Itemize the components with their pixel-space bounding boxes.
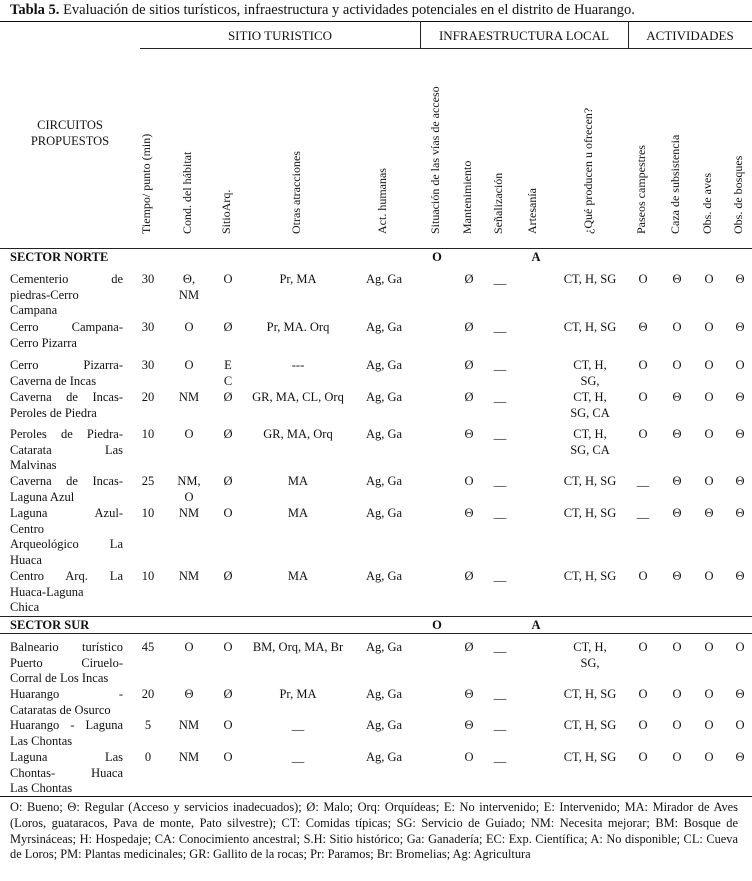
circuit-name-line: Huarango - Laguna xyxy=(10,718,123,732)
cell-caza: Θ xyxy=(672,390,682,404)
cell-caza: O xyxy=(672,718,682,732)
cell-mant: Ø xyxy=(464,390,474,404)
cell-bos: Θ xyxy=(735,427,745,441)
circuit-name xyxy=(10,358,123,389)
cell-pas: O xyxy=(638,390,648,404)
cell-act: Ag, Ga xyxy=(365,427,403,441)
cell-hab-line: NM xyxy=(178,287,200,302)
cell-arq: O xyxy=(223,640,233,654)
cell-caza: O xyxy=(672,640,682,654)
cell-prod-line: CT, H, SG xyxy=(563,750,617,764)
circuit-name-line: Corral de Los Incas xyxy=(10,671,109,685)
cell-hab xyxy=(169,718,209,734)
table-label: Tabla 5. xyxy=(10,2,60,18)
cell-aves: O xyxy=(704,474,714,488)
circuit-name xyxy=(10,427,123,474)
cell-hab xyxy=(169,272,209,303)
cell-t: 25 xyxy=(141,474,155,488)
circuit-name-line: Cerro Pizarra- xyxy=(10,358,123,372)
cell-act: Ag, Ga xyxy=(365,272,403,286)
sector-mark: A xyxy=(531,250,541,264)
cell-aves: O xyxy=(704,687,714,701)
cell-hab xyxy=(169,358,209,374)
cell-prod xyxy=(555,427,625,458)
cell-prod xyxy=(555,390,625,421)
cell-sen: __ xyxy=(493,427,507,441)
cell-hab xyxy=(169,569,209,585)
circuit-name-line: Caverna de Incas- xyxy=(10,390,123,404)
cell-prod xyxy=(555,320,625,336)
cell-pas: __ xyxy=(636,474,650,488)
circuit-name-line: piedras-Cerro xyxy=(10,287,79,302)
cell-otras: MA xyxy=(287,569,309,583)
cell-hab xyxy=(169,390,209,406)
cell-arq: O xyxy=(223,272,233,286)
cell-arq: Ø xyxy=(223,569,233,583)
cell-caza: Θ xyxy=(672,474,682,488)
cell-act: Ag, Ga xyxy=(365,390,403,404)
cell-prod-line: SG, xyxy=(580,655,600,670)
cell-t: 30 xyxy=(141,358,155,372)
cell-hab-line: NM xyxy=(178,569,200,583)
cell-bos: Θ xyxy=(735,506,745,520)
column-header-label: Tiempo/ punto (min) xyxy=(139,133,153,234)
table-caption xyxy=(10,2,635,19)
cell-otras: MA xyxy=(287,506,309,520)
cell-pas: O xyxy=(638,358,648,372)
cell-hab-line: O xyxy=(184,320,194,334)
column-header-label: Artesanía xyxy=(525,188,539,234)
circuit-name-line: Caverna de Incas- xyxy=(10,474,123,488)
cell-caza: O xyxy=(672,358,682,372)
cell-prod xyxy=(555,718,625,734)
cell-arq: Ø xyxy=(223,687,233,701)
circuit-name-line: Peroles de Piedra xyxy=(10,405,97,420)
cell-pas: O xyxy=(638,427,648,441)
cell-bos: O xyxy=(735,718,745,732)
circuit-name-line: Huaca-Laguna xyxy=(10,584,84,599)
top-rule xyxy=(0,21,752,22)
cell-prod xyxy=(555,272,625,288)
circuit-name xyxy=(10,506,123,568)
cell-t: 45 xyxy=(141,640,155,654)
cell-caza: Θ xyxy=(672,272,682,286)
cell-otras: __ xyxy=(291,718,305,732)
cell-caza: O xyxy=(672,687,682,701)
circuit-name-line: Cementerio de xyxy=(10,272,123,286)
circuit-name xyxy=(10,474,123,505)
cell-pas: O xyxy=(638,687,648,701)
circuit-name-line: Las Chontas xyxy=(10,733,73,748)
cell-prod-line: CT, H, xyxy=(573,427,607,441)
circuit-name-line: Catarata Las xyxy=(10,442,123,457)
cell-hab xyxy=(169,506,209,522)
circuit-name xyxy=(10,569,123,616)
column-header-label: Mantenimiento xyxy=(460,160,474,234)
circuitos-header-line-2: PROPUESTOS xyxy=(30,134,110,148)
cell-sen: __ xyxy=(493,569,507,583)
cell-arq-line: E xyxy=(224,358,232,372)
cell-aves: O xyxy=(704,358,714,372)
cell-bos: Θ xyxy=(735,687,745,701)
cell-hab-line: NM xyxy=(178,750,200,764)
cell-hab xyxy=(169,750,209,766)
cell-arq: O xyxy=(223,750,233,764)
cell-sen: __ xyxy=(493,750,507,764)
cell-bos: O xyxy=(735,640,745,654)
cell-aves: O xyxy=(704,272,714,286)
circuit-name-line: Arqueológico La xyxy=(10,537,123,551)
circuit-name xyxy=(10,687,123,718)
circuit-name xyxy=(10,320,123,351)
cell-pas: O xyxy=(638,569,648,583)
cell-act: Ag, Ga xyxy=(365,750,403,764)
column-header-label: SitioArq. xyxy=(219,189,233,234)
circuit-name-line: Huarango - xyxy=(10,687,123,701)
cell-otras: Pr, MA xyxy=(279,687,317,701)
circuit-name-line: Laguna Azul- xyxy=(10,506,123,520)
cell-t: 0 xyxy=(144,750,152,764)
circuit-name-line: Caverna de Incas xyxy=(10,373,97,388)
cell-t: 10 xyxy=(141,506,155,520)
circuit-name-line: Chica xyxy=(10,600,40,614)
cell-act: Ag, Ga xyxy=(365,640,403,654)
cell-caza: O xyxy=(672,750,682,764)
cell-arq: Ø xyxy=(223,390,233,404)
cell-prod-line: CT, H, SG xyxy=(563,687,617,701)
cell-mant: O xyxy=(464,474,474,488)
circuit-name-line: Malvinas xyxy=(10,458,57,472)
cell-bos: Θ xyxy=(735,390,745,404)
cell-arq: O xyxy=(223,718,233,732)
cell-prod-line: SG, CA xyxy=(570,405,610,420)
cell-otras: MA xyxy=(287,474,309,488)
cell-prod-line: CT, H, SG xyxy=(563,320,617,334)
sector-sur-bottom-rule xyxy=(0,633,752,634)
circuit-name-line: Las Chontas xyxy=(10,781,73,795)
cell-hab-line: NM xyxy=(178,506,200,520)
cell-hab-line: NM, xyxy=(177,474,201,488)
cell-caza: Θ xyxy=(672,569,682,583)
circuit-name-line: Centro Arq. La xyxy=(10,569,123,583)
group-underline xyxy=(140,48,752,49)
cell-sen: __ xyxy=(493,358,507,372)
circuit-name-line: Laguna Azul xyxy=(10,489,75,504)
cell-caza: Θ xyxy=(672,506,682,520)
cell-bos: Θ xyxy=(735,320,745,334)
column-header-label: ¿Qué producen u ofrecen? xyxy=(581,107,595,234)
circuit-name xyxy=(10,640,123,687)
circuit-name-line: Cerro Campana- xyxy=(10,320,123,334)
cell-pas: O xyxy=(638,272,648,286)
cell-mant: Θ xyxy=(464,687,474,701)
cell-hab xyxy=(169,427,209,443)
cell-arq-line: C xyxy=(223,373,233,388)
cell-hab-line: O xyxy=(184,427,194,441)
cell-hab xyxy=(169,687,209,703)
cell-arq: Ø xyxy=(223,474,233,488)
column-header-label: Obs. de aves xyxy=(700,173,714,234)
cell-prod xyxy=(555,474,625,490)
cell-mant: Ø xyxy=(464,358,474,372)
sector-heading: SECTOR SUR xyxy=(10,618,90,632)
cell-sen: __ xyxy=(493,718,507,732)
cell-t: 20 xyxy=(141,390,155,404)
cell-t: 20 xyxy=(141,687,155,701)
cell-mant: Θ xyxy=(464,427,474,441)
cell-prod xyxy=(555,687,625,703)
cell-hab-line: Θ, xyxy=(182,272,196,286)
cell-sen: __ xyxy=(493,506,507,520)
cell-pas: __ xyxy=(636,506,650,520)
cell-prod xyxy=(555,640,625,671)
cell-t: 30 xyxy=(141,272,155,286)
sector-sur-top-rule xyxy=(0,616,752,617)
group-infraestructura: INFRAESTRUCTURA LOCAL xyxy=(438,28,610,43)
cell-bos: Θ xyxy=(735,750,745,764)
cell-otras: Pr, MA xyxy=(279,272,317,286)
cell-act: Ag, Ga xyxy=(365,358,403,372)
cell-mant: Ø xyxy=(464,569,474,583)
cell-arq: O xyxy=(223,506,233,520)
cell-sen: __ xyxy=(493,272,507,286)
cell-otras: BM, Orq, MA, Br xyxy=(252,640,344,654)
cell-arq xyxy=(218,358,238,389)
cell-mant: Ø xyxy=(464,320,474,334)
cell-t: 10 xyxy=(141,427,155,441)
cell-prod-line: CT, H, xyxy=(573,358,607,372)
cell-prod-line: SG, xyxy=(580,373,600,388)
cell-act: Ag, Ga xyxy=(365,474,403,488)
circuit-name-line: Huaca xyxy=(10,552,42,567)
cell-hab-line: Θ xyxy=(184,687,194,701)
cell-prod-line: CT, H, SG xyxy=(563,569,617,583)
cell-aves: O xyxy=(704,320,714,334)
cell-hab xyxy=(169,640,209,656)
circuit-name xyxy=(10,390,123,421)
cell-mant: Θ xyxy=(464,506,474,520)
cell-aves: O xyxy=(704,640,714,654)
cell-prod xyxy=(555,358,625,389)
cell-hab-line: O xyxy=(184,489,194,504)
cell-hab xyxy=(169,320,209,336)
cell-act: Ag, Ga xyxy=(365,718,403,732)
cell-aves: O xyxy=(704,718,714,732)
cell-hab xyxy=(169,474,209,505)
cell-prod-line: CT, H, SG xyxy=(563,718,617,732)
circuit-name xyxy=(10,272,123,319)
cell-mant: Θ xyxy=(464,718,474,732)
circuit-name xyxy=(10,718,123,749)
cell-prod-line: CT, H, xyxy=(573,640,607,654)
group-sitio-turistico: SITIO TURISTICO xyxy=(227,28,333,43)
cell-sen: __ xyxy=(493,640,507,654)
cell-sen: __ xyxy=(493,474,507,488)
cell-hab-line: NM xyxy=(178,390,200,404)
cell-pas: O xyxy=(638,640,648,654)
cell-hab-line: O xyxy=(184,640,194,654)
cell-sen: __ xyxy=(493,390,507,404)
cell-caza: Θ xyxy=(672,427,682,441)
cell-otras: GR, MA, Orq xyxy=(263,427,333,441)
cell-arq: Ø xyxy=(223,320,233,334)
circuit-name-line: Campana xyxy=(10,303,58,317)
column-header-label: Obs. de bosques xyxy=(731,155,745,234)
cell-aves: O xyxy=(704,750,714,764)
column-header-label: Situación de las vías de acceso xyxy=(428,86,442,234)
column-header-label: Act. humanas xyxy=(375,168,389,234)
circuit-name-line: Chontas- Huaca xyxy=(10,765,123,780)
cell-prod-line: CT, H, SG xyxy=(563,272,617,286)
cell-otras: __ xyxy=(291,750,305,764)
cell-otras: Pr, MA. Orq xyxy=(266,320,330,334)
cell-otras: GR, MA, CL, Orq xyxy=(252,390,344,404)
cell-sen: __ xyxy=(493,687,507,701)
cell-act: Ag, Ga xyxy=(365,506,403,520)
column-header-label: Caza de subsistencia xyxy=(668,134,682,234)
column-header-label: Otras atracciones xyxy=(289,151,303,234)
cell-prod-line: CT, H, SG xyxy=(563,506,617,520)
cell-aves: Θ xyxy=(704,506,714,520)
cell-bos: Θ xyxy=(735,474,745,488)
cell-mant: O xyxy=(464,750,474,764)
cell-hab-line: NM xyxy=(178,718,200,732)
cell-act: Ag, Ga xyxy=(365,687,403,701)
cell-aves: O xyxy=(704,390,714,404)
column-header-label: Paseos campestres xyxy=(634,145,648,234)
circuit-name-line: Laguna Las xyxy=(10,750,123,764)
cell-t: 10 xyxy=(141,569,155,583)
cell-bos: O xyxy=(735,358,745,372)
circuit-name xyxy=(10,750,123,797)
circuit-name-line: Balneario turístico xyxy=(10,640,123,654)
cell-sen: __ xyxy=(493,320,507,334)
cell-aves: O xyxy=(704,569,714,583)
circuit-name-line: Cataratas de Osurco xyxy=(10,702,111,717)
cell-caza: O xyxy=(672,320,682,334)
column-header-label: Señalización xyxy=(491,172,505,234)
cell-aves: O xyxy=(704,427,714,441)
circuitos-header xyxy=(0,117,140,149)
circuit-name-line: Cerro Pizarra xyxy=(10,335,77,350)
column-header-label: Cond. del hábitat xyxy=(180,151,194,234)
cell-hab-line: O xyxy=(184,358,194,372)
cell-bos: Θ xyxy=(735,272,745,286)
cell-bos: Θ xyxy=(735,569,745,583)
table-title: Evaluación de sitios turísticos, infraestructura y actividades potenciales en el distrito de Huarango. xyxy=(63,2,635,18)
circuitos-header-line-1: CIRCUITOS xyxy=(37,118,103,132)
circuit-name-line: Peroles de Piedra- xyxy=(10,427,123,441)
cell-arq: Ø xyxy=(223,427,233,441)
table-footnote: O: Bueno; Θ: Regular (Acceso y servicios inadecuados); Ø: Malo; Orq: Orquídeas; E: No intervenido; E: Intervenido; MA: Mirador de Aves (Loros, guataracos, Pava de monte, Pato silvestre); CT: Comidas típicas; SG: Servicio de Guiado; NM: Necesita mejorar; BM: Bosque de Myrsináceas; H: Hospedaje; CA: Conocimiento ancestral; S.H: Sitio histórico; Ga: Ganadería; EC: Exp. Científica; A: No disponible; CL: Cueva de Loros; PM: Plantas medicinales; GR: Gallito de la rocas; Pr: Paramos; Br: Bromelias; Ag: Agricultura xyxy=(10,800,738,862)
cell-mant: Ø xyxy=(464,272,474,286)
sector-mark: A xyxy=(531,618,541,632)
cell-prod-line: CT, H, xyxy=(573,390,607,404)
cell-t: 5 xyxy=(144,718,152,732)
cell-act: Ag, Ga xyxy=(365,320,403,334)
circuit-name-line: Centro xyxy=(10,521,45,536)
sector-mark: O xyxy=(432,250,442,264)
cell-pas: O xyxy=(638,750,648,764)
cell-t: 30 xyxy=(141,320,155,334)
group-actividades: ACTIVIDADES xyxy=(646,28,734,43)
cell-otras: --- xyxy=(291,358,305,372)
cell-prod-line: CT, H, SG xyxy=(563,474,617,488)
header-bottom-rule xyxy=(0,248,752,249)
cell-pas: O xyxy=(638,718,648,732)
cell-mant: Ø xyxy=(464,640,474,654)
circuit-name-line: Puerto Ciruelo- xyxy=(10,655,123,670)
cell-prod xyxy=(555,506,625,522)
cell-prod xyxy=(555,750,625,766)
sector-mark: O xyxy=(432,618,442,632)
cell-prod xyxy=(555,569,625,585)
cell-pas: Θ xyxy=(638,320,648,334)
cell-act: Ag, Ga xyxy=(365,569,403,583)
cell-prod-line: SG, CA xyxy=(570,442,610,457)
sector-heading: SECTOR NORTE xyxy=(10,250,109,264)
